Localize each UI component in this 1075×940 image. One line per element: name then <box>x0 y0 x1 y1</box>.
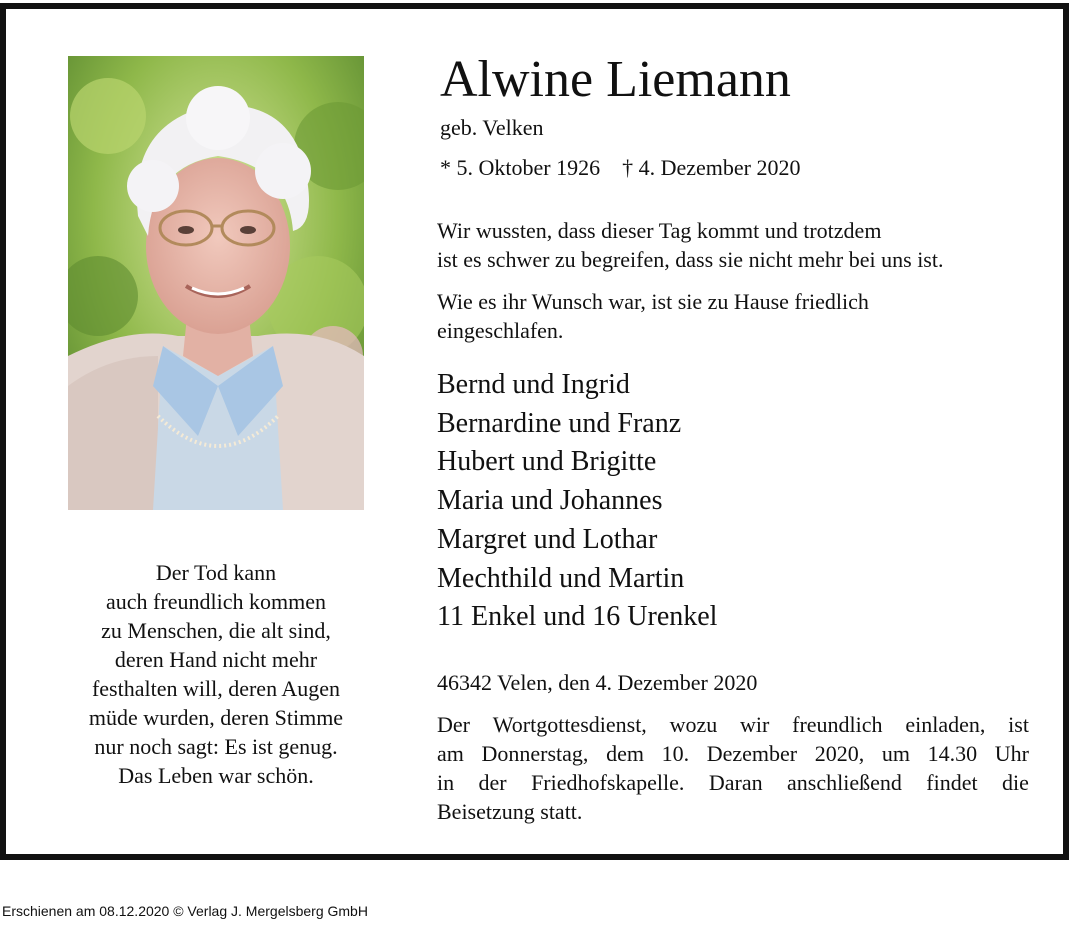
family-member: Maria und Johannes <box>437 485 663 517</box>
word: am <box>437 741 464 766</box>
poem-line: zu Menschen, die alt sind, <box>101 618 331 643</box>
poem-line: Das Leben war schön. <box>118 763 314 788</box>
poem-line: Der Tod kann <box>155 560 277 585</box>
word: findet <box>926 770 978 795</box>
family-member: 11 Enkel und 16 Urenkel <box>437 601 718 633</box>
poem-line: festhalten will, deren Augen <box>91 676 341 701</box>
family-member: Bernd und Ingrid <box>437 369 630 400</box>
intro-text <box>437 216 943 274</box>
family-member: Mechthild und Martin <box>437 562 685 594</box>
family-member: Margret und Lothar <box>437 523 658 555</box>
family-member: Bernardine und Franz <box>437 407 682 439</box>
word: einladen, <box>905 712 986 737</box>
word: Uhr <box>994 741 1029 766</box>
word: 14.30 <box>927 741 978 766</box>
wish-line: eingeschlafen. <box>437 318 564 343</box>
maiden-name: geb. Velken <box>440 115 544 140</box>
poem <box>55 558 377 790</box>
family-list <box>437 366 717 637</box>
portrait-image <box>68 56 364 510</box>
birth-date: * 5. Oktober 1926 <box>440 155 601 180</box>
publication-footer: Erschienen am 08.12.2020 © Verlag J. Mergelsberg GmbH <box>2 903 368 919</box>
intro-line: Wir wussten, dass dieser Tag kommt und trotzdem <box>437 218 882 243</box>
word: Daran <box>708 770 763 795</box>
service-line <box>437 768 1029 797</box>
word: Dezember <box>706 741 798 766</box>
word: freundlich <box>792 712 883 737</box>
word: Der <box>437 712 470 737</box>
poem-line: deren Hand nicht mehr <box>114 647 318 672</box>
poem-line: müde wurden, deren Stimme <box>88 705 344 730</box>
word: Donnerstag, <box>481 741 589 766</box>
word: in <box>437 770 455 795</box>
word: anschließend <box>787 770 902 795</box>
word: dem <box>606 741 644 766</box>
word: wir <box>740 712 770 737</box>
portrait-photo <box>68 56 364 510</box>
deceased-name: Alwine Liemann <box>440 51 791 108</box>
service-text <box>437 710 1029 826</box>
word: ist <box>1008 712 1029 737</box>
intro-line: ist es schwer zu begreifen, dass sie nicht mehr bei uns ist. <box>437 247 944 272</box>
word: 2020, <box>814 741 865 766</box>
word: wozu <box>669 712 718 737</box>
word: um <box>881 741 910 766</box>
word: die <box>1002 770 1029 795</box>
word: 10. <box>661 741 690 766</box>
service-line <box>437 739 1029 768</box>
poem-line: nur noch sagt: Es ist genug. <box>94 734 338 759</box>
wish-line: Wie es ihr Wunsch war, ist sie zu Hause friedlich <box>437 289 869 314</box>
life-dates <box>440 154 800 182</box>
poem-line: auch freundlich kommen <box>106 589 326 614</box>
word: Friedhofskapelle. <box>531 770 685 795</box>
wish-text <box>437 287 869 345</box>
service-line <box>437 710 1029 739</box>
word: Wortgottesdienst, <box>492 712 647 737</box>
word: der <box>478 770 507 795</box>
place-and-date: 46342 Velen, den 4. Dezember 2020 <box>437 670 758 695</box>
death-date: † 4. Dezember 2020 <box>622 155 801 180</box>
family-member: Hubert und Brigitte <box>437 446 657 478</box>
service-line-last: Beisetzung statt. <box>437 799 583 824</box>
